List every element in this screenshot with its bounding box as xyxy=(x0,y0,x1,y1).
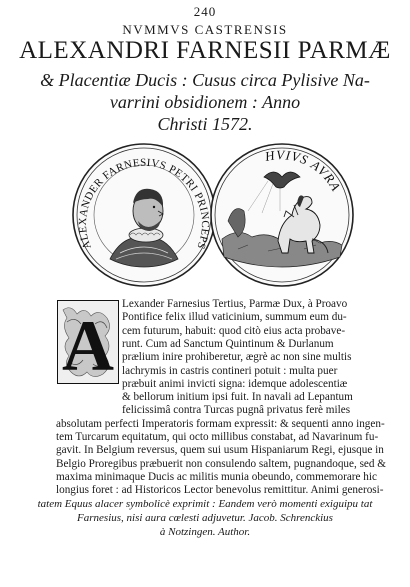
body-line: lachrymis in castris contineri potuit : multa puer xyxy=(122,364,338,377)
body-line: prælium inire prohiberetur, ægrè ac non sine multis xyxy=(122,351,352,364)
body-line: tem Turcarum equitatum, qui octo millibus constabat, ad Navarinum fu- xyxy=(56,431,379,443)
body-line: gavit. In Belgium reversus, quem sui usum Hispaniarum Regi, ejusque in xyxy=(56,444,384,457)
drop-cap-letter: A xyxy=(62,306,114,384)
title-line-4: varrini obsidionem : Anno xyxy=(109,92,301,112)
body-line: felicissimâ contra Turcas pugnâ privatus ferè miles xyxy=(122,404,351,417)
body-line: Belgio Proregibus præbuerit non consulendo saltem, pugnandoque, sed & xyxy=(56,457,386,470)
page-number: 240 xyxy=(193,4,217,19)
body-line: & bellorum initium ipsi fuit. In navali ad Lepantum xyxy=(122,391,353,404)
reverse-legend: HVIVS AVRA xyxy=(263,147,344,195)
title-line-3: & Placentiæ Ducis : Cusus circa Pylisive Na- xyxy=(40,70,370,90)
body-line: absolutam perfecti Imperatoris formam expressit: & sequenti anno ingen- xyxy=(56,417,385,430)
body-line: maxima minimaque Ducis ac militis munia obeundo, commemorare hic xyxy=(56,470,377,483)
drop-cap-initial xyxy=(57,300,119,384)
body-line: runt. Cum ad Sanctum Quintinum & Durlanum xyxy=(122,337,334,350)
title-line-5: Christi 1572. xyxy=(157,114,253,134)
closing-line-3: à Notzingen. Author. xyxy=(159,526,251,538)
closing-line-1: tatem Equus alacer symbolicè exprimit : Eandem verò momenti exiguipu tat xyxy=(37,498,373,510)
body-line: cem futurum, habuit: quod citò eius acta probave- xyxy=(122,324,346,337)
body-line: longius foret : ad Historicos Lector benevolus remittitur. Animi generosi- xyxy=(56,484,384,497)
closing-line-2: Farnesius, nisi aura cœlesti adjuvetur. Jacob. Schrenckius xyxy=(77,512,333,524)
body-line: Pontifice felix illud vaticinium, summum eum du- xyxy=(122,311,347,324)
coin-illustrations xyxy=(0,141,410,289)
body-line: præbuit animi invicti signa: idemque adolescentiæ xyxy=(122,377,348,390)
title-line-1: NVMMVS CASTRENSIS xyxy=(122,22,288,37)
title-line-2: ALEXANDRI FARNESII PARMÆ xyxy=(19,37,391,64)
medal-obverse-image xyxy=(70,141,218,289)
obverse-legend: ALEXANDER FARNESIVS PETRI PRINCEPS xyxy=(76,156,212,251)
body-line: Lexander Farnesius Tertius, Parmæ Dux, à Proavo xyxy=(122,298,348,310)
medal-reverse-image xyxy=(208,141,356,289)
